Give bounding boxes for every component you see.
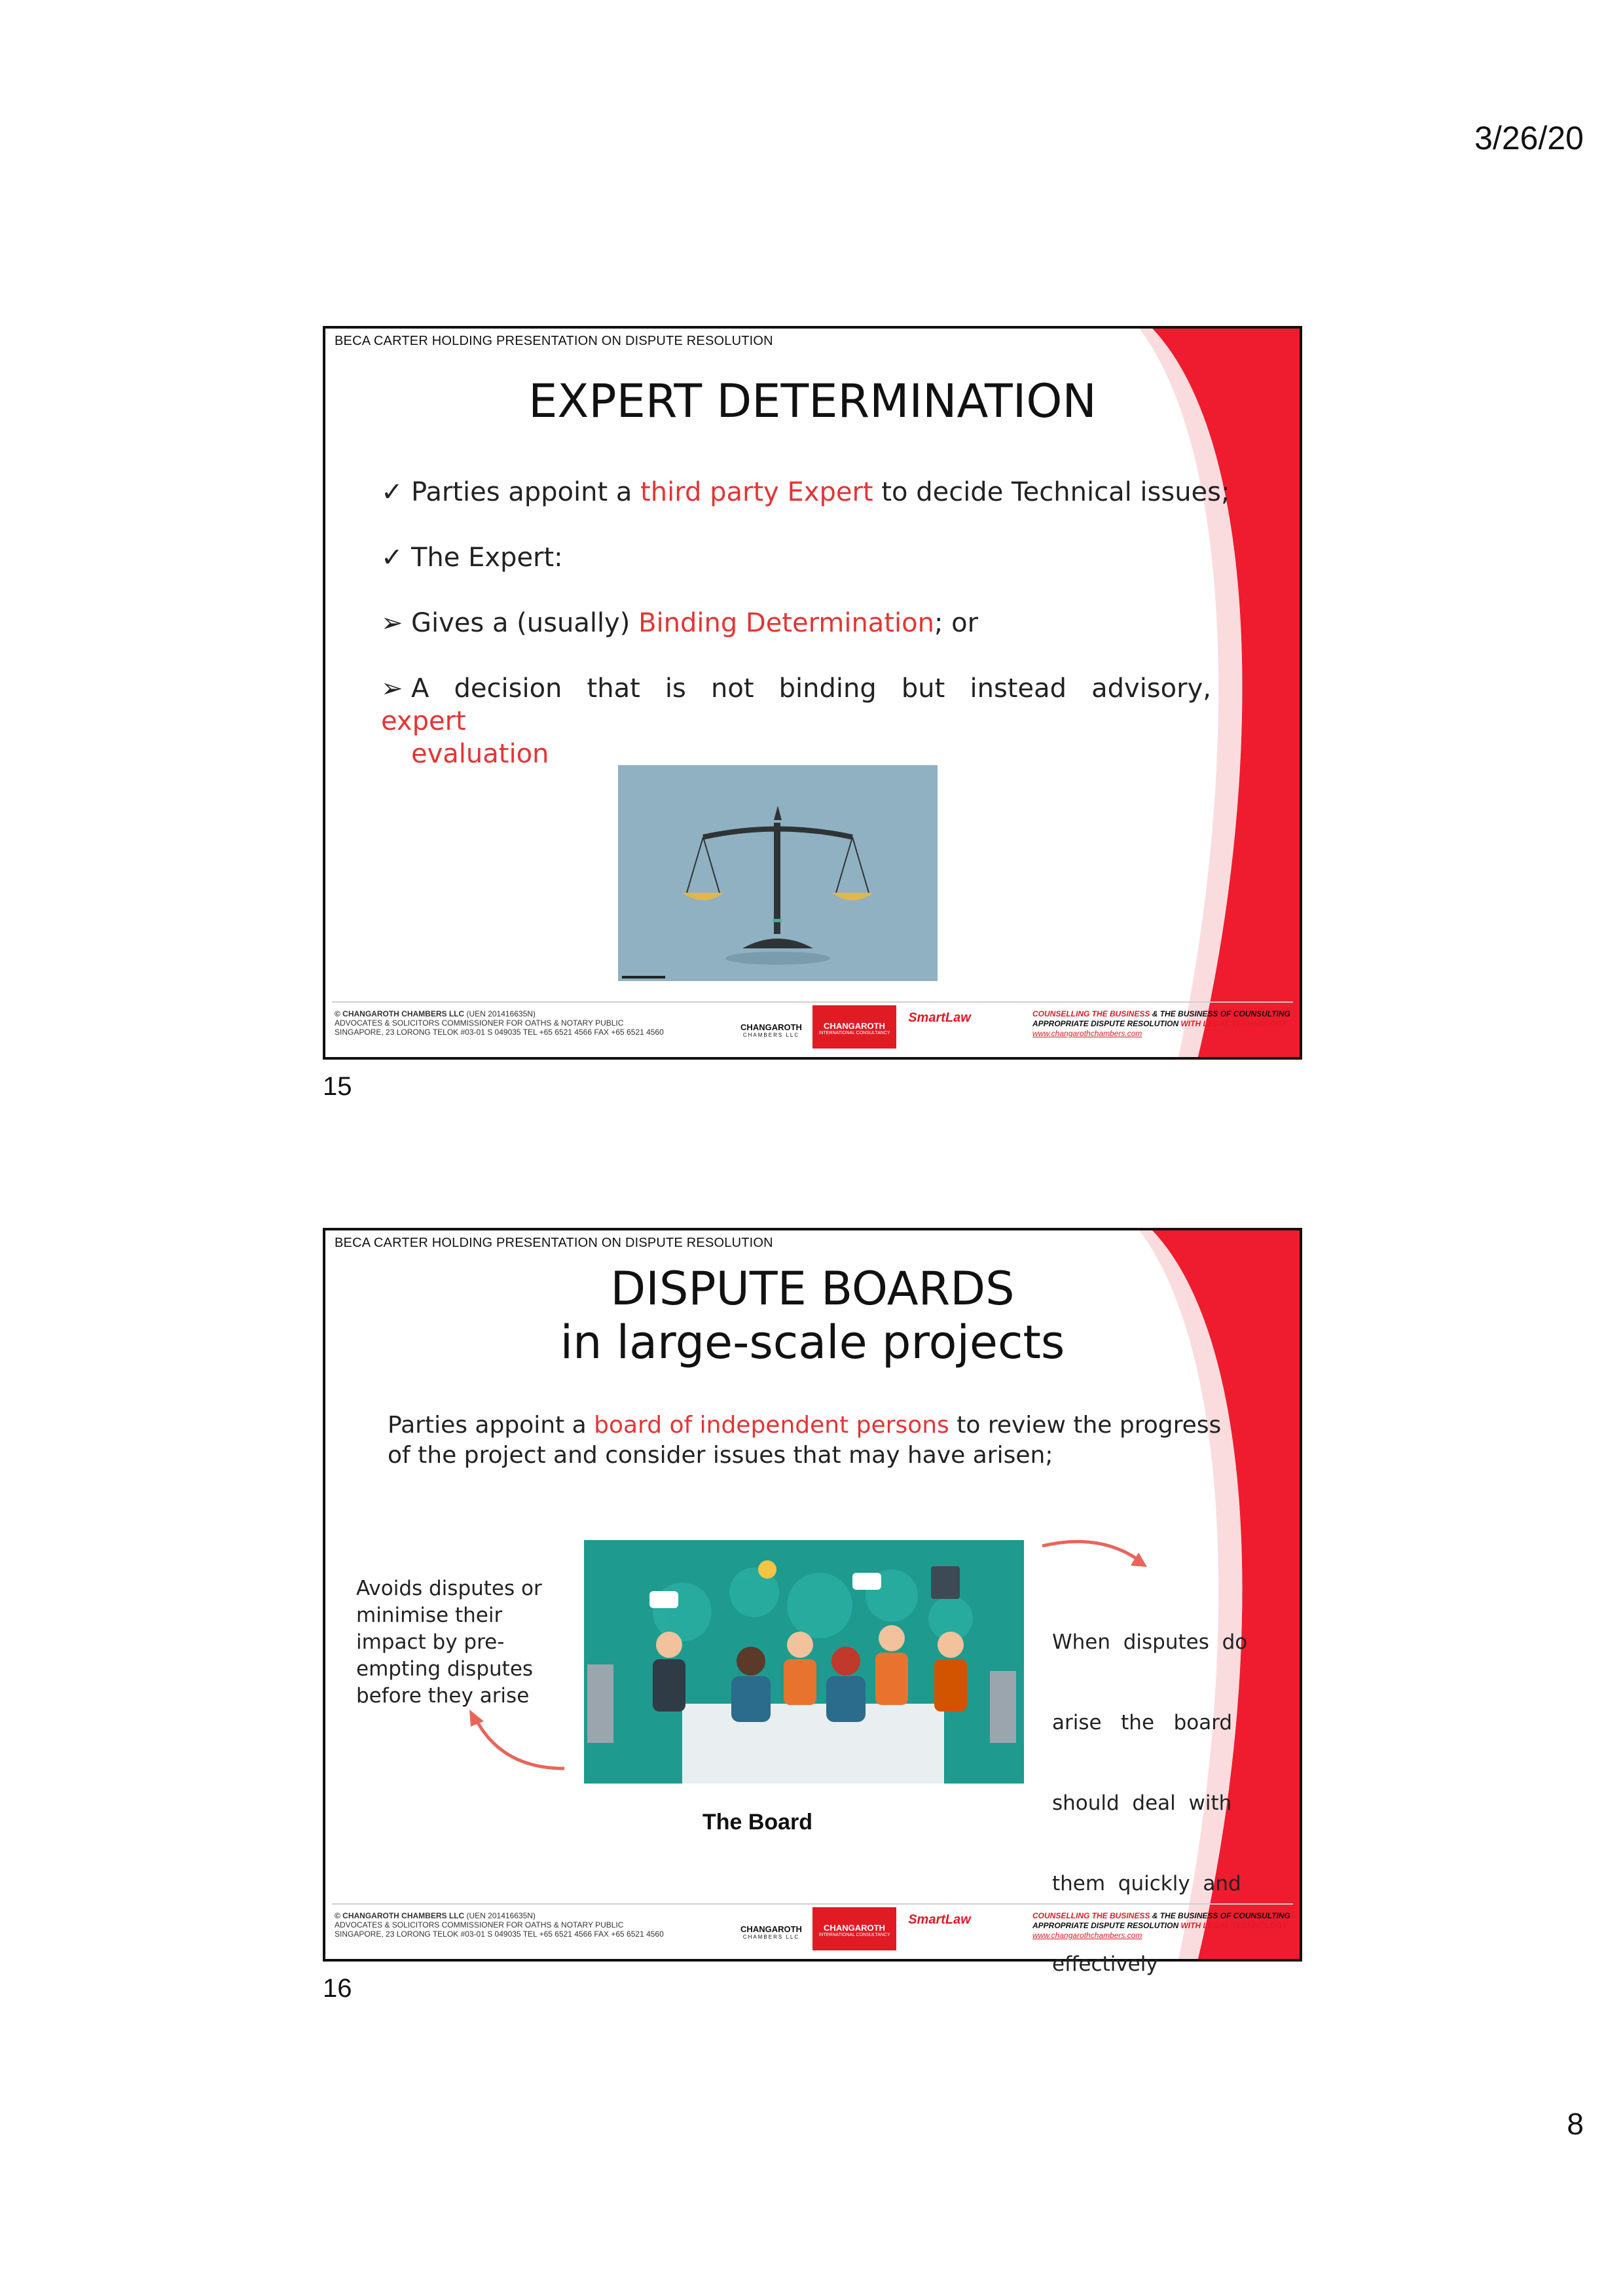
- slide-15: [323, 326, 1302, 1060]
- scales-of-justice-image: [618, 765, 938, 981]
- left-side-text: Avoids disputes or minimise their impact by pre- empting disputes before they arise: [356, 1577, 542, 1708]
- bullet-2: ✓ The Expert:: [381, 543, 563, 573]
- page-number: 8: [1567, 2107, 1584, 2141]
- bullet-4: ➢ A decision that is not binding but instead advisory, expert evaluation: [381, 673, 1211, 769]
- board-meeting-image: [584, 1540, 1024, 1784]
- changaroth-chambers-logo: CHANGAROTH CHAMBERS LLC: [740, 1924, 802, 1940]
- board-caption: The Board: [702, 1810, 813, 1835]
- check-icon: ✓: [381, 477, 403, 507]
- intro-text: Parties appoint a board of independent persons to review the progress of the project and consider issues that may have arisen;: [388, 1412, 1222, 1469]
- bullet-3: ➢ Gives a (usually) Binding Determination; or: [381, 608, 979, 638]
- website-link[interactable]: www.changarothchambers.com: [1032, 1029, 1142, 1038]
- footer-divider: [332, 1903, 1293, 1905]
- right-side-text: When disputes do arise the board should deal with them quickly and effectively: [1052, 1630, 1248, 1976]
- slide-subtitle: in large-scale projects: [560, 1316, 1065, 1369]
- slide-number-15: 15: [323, 1072, 352, 1101]
- slide-header: BECA CARTER HOLDING PRESENTATION ON DISPUTE RESOLUTION: [335, 334, 773, 348]
- bullet-1: ✓ Parties appoint a third party Expert to decide Technical issues;: [381, 477, 1230, 507]
- changaroth-international-logo: CHANGAROTH INTERNATIONAL CONSULTANCY: [812, 1005, 896, 1049]
- arrowhead-icon: ➢: [381, 673, 403, 704]
- website-link[interactable]: www.changarothchambers.com: [1032, 1931, 1142, 1940]
- slide-title: DISPUTE BOARDS: [610, 1262, 1015, 1316]
- footer-right: COUNSELLING THE BUSINESS & THE BUSINESS OF COUNSULTING APPROPRIATE DISPUTE RESOLUTION WITH LEGAL TECHNOLOGY www.changarothchambers.com: [1032, 1009, 1290, 1038]
- right-curved-arrow-icon: [1039, 1533, 1157, 1572]
- slide-title: EXPERT DETERMINATION: [528, 374, 1097, 428]
- footer-left: © CHANGAROTH CHAMBERS LLC (UEN 201416635N) ADVOCATES & SOLICITORS COMMISSIONER FOR OATHS & NOTARY PUBLIC SINGAPORE, 23 LORONG TELOK #03-01 S 049035 TEL +65 6521 4566 FAX +65 6521 4560: [335, 1009, 664, 1037]
- slide-number-16: 16: [323, 1974, 352, 2003]
- page-date: 3/26/20: [1474, 120, 1584, 156]
- changaroth-chambers-logo: CHANGAROTH CHAMBERS LLC: [740, 1022, 802, 1038]
- smartlaw-logo: SmartLaw: [908, 1912, 971, 1927]
- footer-right: COUNSELLING THE BUSINESS & THE BUSINESS OF COUNSULTING APPROPRIATE DISPUTE RESOLUTION WITH LEGAL TECHNOLOGY www.changarothchambers.com: [1032, 1911, 1290, 1940]
- left-curved-arrow-icon: [456, 1703, 574, 1775]
- footer-left: © CHANGAROTH CHAMBERS LLC (UEN 201416635N) ADVOCATES & SOLICITORS COMMISSIONER FOR OATHS & NOTARY PUBLIC SINGAPORE, 23 LORONG TELOK #03-01 S 049035 TEL +65 6521 4566 FAX +65 6521 4560: [335, 1911, 664, 1939]
- slide-header: BECA CARTER HOLDING PRESENTATION ON DISPUTE RESOLUTION: [335, 1236, 773, 1250]
- footer-divider: [332, 1001, 1293, 1003]
- check-icon: ✓: [381, 543, 403, 573]
- arrowhead-icon: ➢: [381, 608, 403, 638]
- smartlaw-logo: SmartLaw: [908, 1011, 971, 1025]
- slide-16: [323, 1228, 1302, 1976]
- changaroth-international-logo: CHANGAROTH INTERNATIONAL CONSULTANCY: [812, 1907, 896, 1950]
